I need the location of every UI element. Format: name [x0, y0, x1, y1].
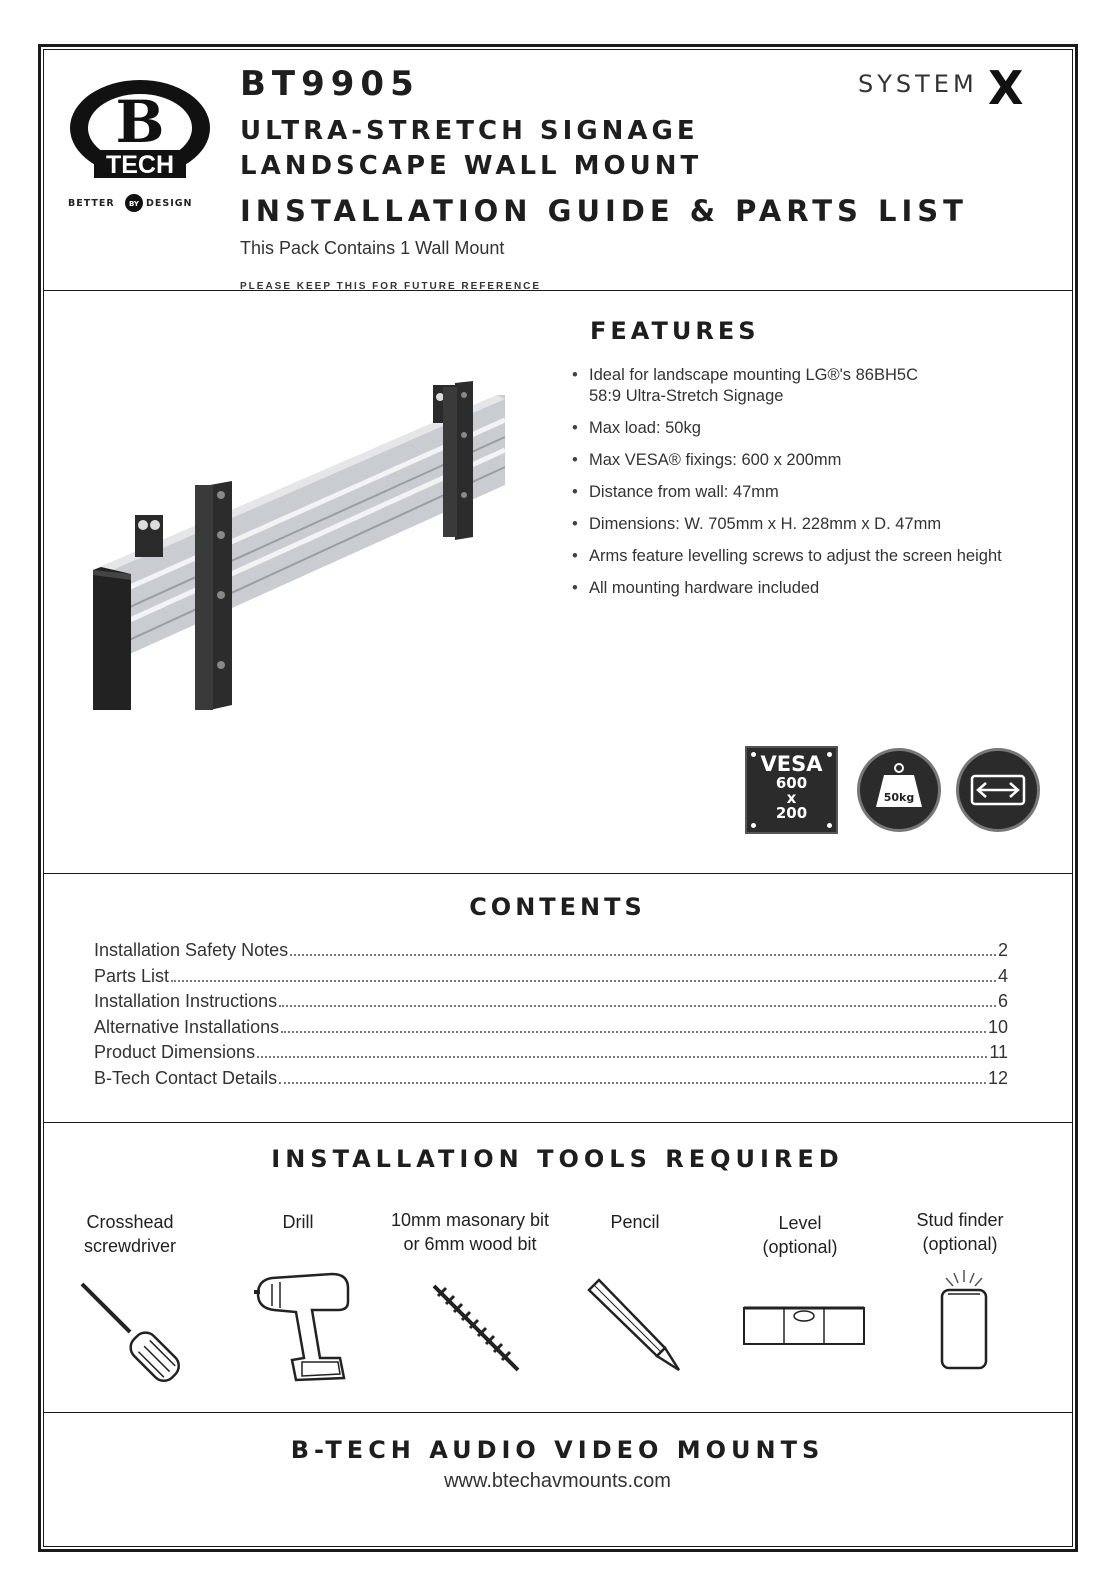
toc-entry[interactable]: Installation Instructions 6: [94, 991, 1008, 1011]
tool-label-drill: Drill: [282, 1212, 314, 1232]
features-heading: FEATURES: [590, 317, 760, 345]
svg-text:X: X: [988, 64, 1024, 110]
divider: [43, 290, 1073, 291]
svg-text:TECH: TECH: [105, 151, 175, 179]
feature-item: • Dimensions: W. 705mm x H. 228mm x D. 47mm: [572, 514, 1002, 535]
toc-entry[interactable]: Product Dimensions 11: [94, 1042, 1008, 1062]
features-list: [572, 365, 1002, 610]
vesa-badge: VESA 600 x 200: [745, 746, 838, 834]
product-title-line1: ULTRA-STRETCH SIGNAGE: [240, 116, 699, 146]
svg-text:BETTER: BETTER: [68, 198, 115, 209]
feature-item: • All mounting hardware included: [572, 578, 1002, 599]
btech-logo: [66, 76, 216, 216]
table-of-contents: [94, 940, 1008, 1093]
system-x-logo: SYSTEM X: [858, 64, 1048, 114]
feature-item: • Arms feature levelling screws to adjust the screen height: [572, 546, 1002, 567]
contents-heading: CONTENTS: [469, 893, 646, 921]
footer-company-name: B-TECH AUDIO VIDEO MOUNTS: [290, 1436, 825, 1464]
feature-item: • Max load: 50kg: [572, 418, 1002, 439]
svg-text:50kg: 50kg: [883, 791, 915, 804]
drill-bit-icon: [430, 1282, 525, 1377]
feature-item: • Max VESA® fixings: 600 x 200mm: [572, 450, 1002, 471]
svg-text:BY: BY: [128, 200, 140, 208]
tool-label-stud-finder: Stud finder (optional): [916, 1210, 1004, 1254]
divider: [43, 1122, 1073, 1123]
pack-contents: This Pack Contains 1 Wall Mount: [240, 238, 505, 258]
feature-item: • Distance from wall: 47mm: [572, 482, 1002, 503]
wall-mount-product-image: [85, 375, 515, 720]
lateral-shift-icon: [959, 751, 1037, 829]
guide-title: INSTALLATION GUIDE & PARTS LIST: [240, 194, 968, 228]
pencil-icon: [585, 1276, 685, 1376]
keep-note: PLEASE KEEP THIS FOR FUTURE REFERENCE: [240, 281, 542, 292]
stud-finder-icon: [934, 1268, 994, 1373]
toc-entry[interactable]: Parts List 4: [94, 965, 1008, 986]
tool-label-drill-bit: 10mm masonary bit or 6mm wood bit: [390, 1210, 550, 1254]
svg-text:B: B: [115, 88, 165, 156]
footer-website-link[interactable]: www.btechavmounts.com: [444, 1470, 671, 1492]
level-icon: [742, 1300, 866, 1350]
tool-label-level: Level (optional): [762, 1213, 838, 1257]
divider: [43, 1412, 1073, 1413]
product-title-line2: LANDSCAPE WALL MOUNT: [240, 151, 703, 181]
drill-icon: [252, 1270, 352, 1385]
divider: [43, 873, 1073, 874]
screwdriver-icon: [78, 1280, 190, 1392]
svg-text:DESIGN: DESIGN: [146, 198, 193, 209]
max-load-badge: [857, 748, 941, 832]
tool-label-pencil: Pencil: [610, 1212, 660, 1232]
tool-label-screwdriver: Crosshead screwdriver: [83, 1212, 176, 1256]
toc-entry[interactable]: Installation Safety Notes 2: [94, 940, 1008, 960]
toc-entry[interactable]: B-Tech Contact Details 12: [94, 1067, 1008, 1088]
toc-entry[interactable]: Alternative Installations 10: [94, 1016, 1008, 1037]
tools-heading: INSTALLATION TOOLS REQUIRED: [271, 1145, 844, 1173]
model-number: BT9905: [240, 64, 420, 104]
lateral-shift-badge: [956, 748, 1040, 832]
feature-item: • Ideal for landscape mounting LG®'s 86BH5C 58:9 Ultra-Stretch Signage: [572, 365, 1002, 407]
